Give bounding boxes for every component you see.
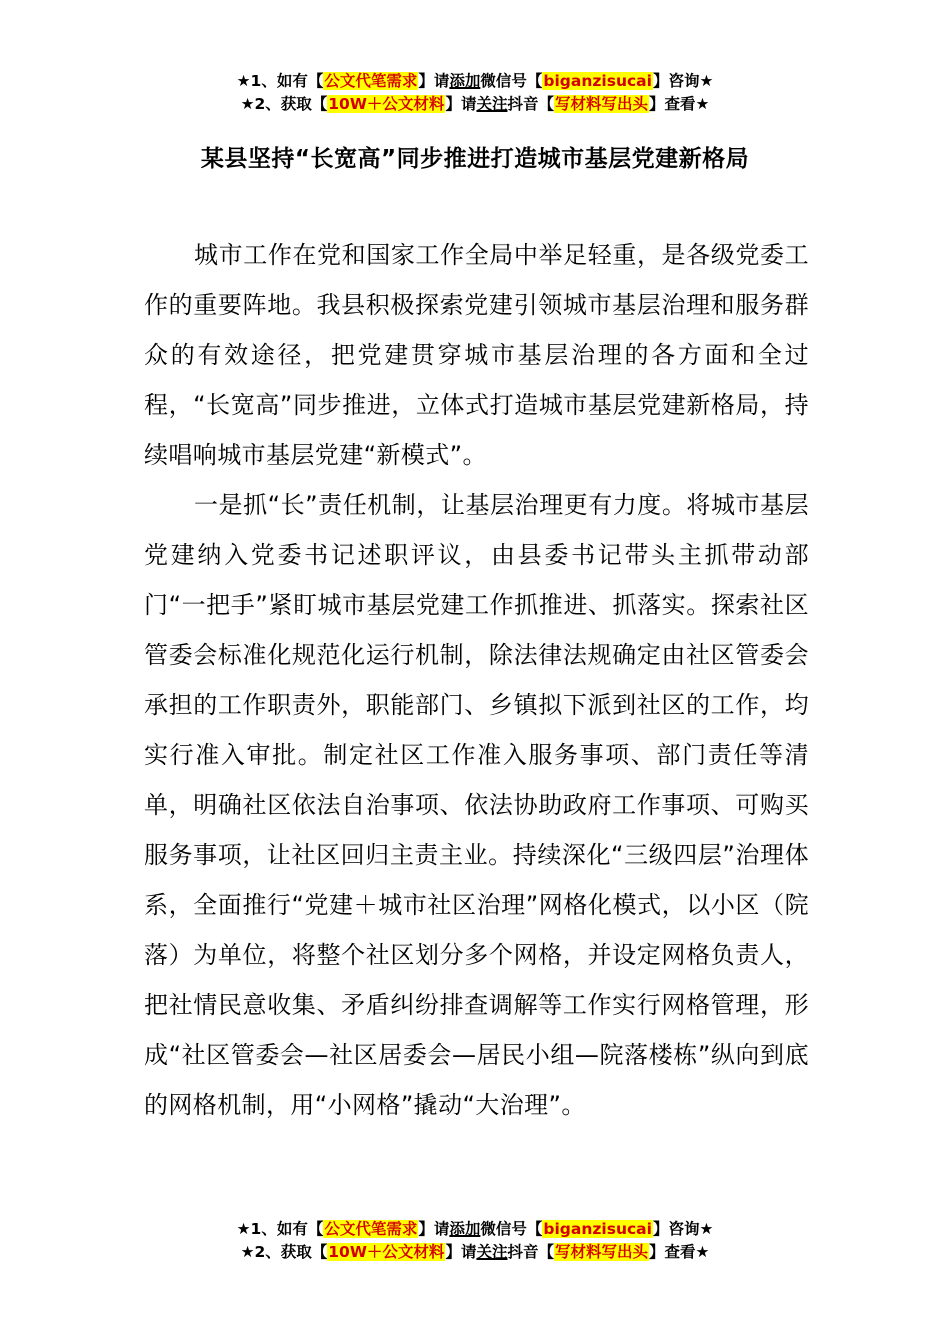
highlight-douyin-account: 写材料写出头 [554,95,648,113]
banner-text: 微信号【 [480,72,543,90]
underlined-text: 添加 [449,1220,481,1238]
banner-text: 微信号【 [480,1220,543,1238]
banner-text: 】请 [445,1243,477,1261]
banner-text: 】咨询★ [652,72,714,90]
banner-text: 抖音【 [507,95,554,113]
document-body [144,230,809,1130]
banner-line-2 [0,1241,950,1264]
banner-line-2 [0,93,950,116]
paragraph-point-one: 一是抓“长”责任机制，让基层治理更有力度。将城市基层党建纳入党委书记述职评议，由县委书记带头主抓带动部门“一把手”紧盯城市基层党建工作抓推进、抓落实。探索社区管委会标准化规范化运行机制，除法律法规确定由社区管委会承担的工作职责外，职能部门、乡镇拟下派到社区的工作，均实行准入审批。制定社区工作准入服务事项、部门责任等清单，明确社区依法自治事项、依法协助政府工作事项、可购买服务事项，让社区回归主责主业。持续深化“三级四层”治理体系，全面推行“党建＋城市社区治理”网格化模式，以小区（院落）为单位，将整个社区划分多个网格，并设定网格负责人，把社情民意收集、矛盾纠纷排查调解等工作实行网格管理，形成“社区管委会—社区居委会—居民小组—院落楼栋”纵向到底的网格机制，用“小网格”撬动“大治理”。 [144,491,809,1119]
banner-line-1 [0,1218,950,1241]
banner-text: ★2、获取【 [240,1243,328,1261]
paragraph-intro: 城市工作在党和国家工作全局中举足轻重，是各级党委工作的重要阵地。我县积极探索党建引领城市基层治理和服务群众的有效途径，把党建贯穿城市基层治理的各方面和全过程，“长宽高”同步推进，立体式打造城市基层党建新格局，持续唱响城市基层党建“新模式”。 [144,241,809,469]
banner-text: 】咨询★ [652,1220,714,1238]
banner-line-1 [0,70,950,93]
underlined-text: 添加 [449,72,481,90]
document-title: 某县坚持“长宽高”同步推进打造城市基层党建新格局 [200,146,750,172]
banner-text: ★2、获取【 [240,95,328,113]
banner-text: 】查看★ [649,1243,710,1261]
highlight-service: 公文代笔需求 [324,1220,418,1238]
highlight-wechat-id: biganzisucai [543,72,652,90]
highlight-materials: 10W＋公文材料 [328,95,445,113]
banner-text: ★1、如有【 [236,72,324,90]
banner-text: 抖音【 [507,1243,554,1261]
highlight-wechat-id: biganzisucai [543,1220,652,1238]
banner-text: 】请 [418,72,450,90]
underlined-text: 关注 [476,95,508,113]
top-banner [0,70,950,116]
highlight-service: 公文代笔需求 [324,72,418,90]
bottom-banner [0,1218,950,1264]
banner-text: 】查看★ [649,95,710,113]
banner-text: ★1、如有【 [236,1220,324,1238]
underlined-text: 关注 [476,1243,508,1261]
highlight-materials: 10W＋公文材料 [328,1243,445,1261]
banner-text: 】请 [445,95,477,113]
highlight-douyin-account: 写材料写出头 [554,1243,648,1261]
banner-text: 】请 [418,1220,450,1238]
